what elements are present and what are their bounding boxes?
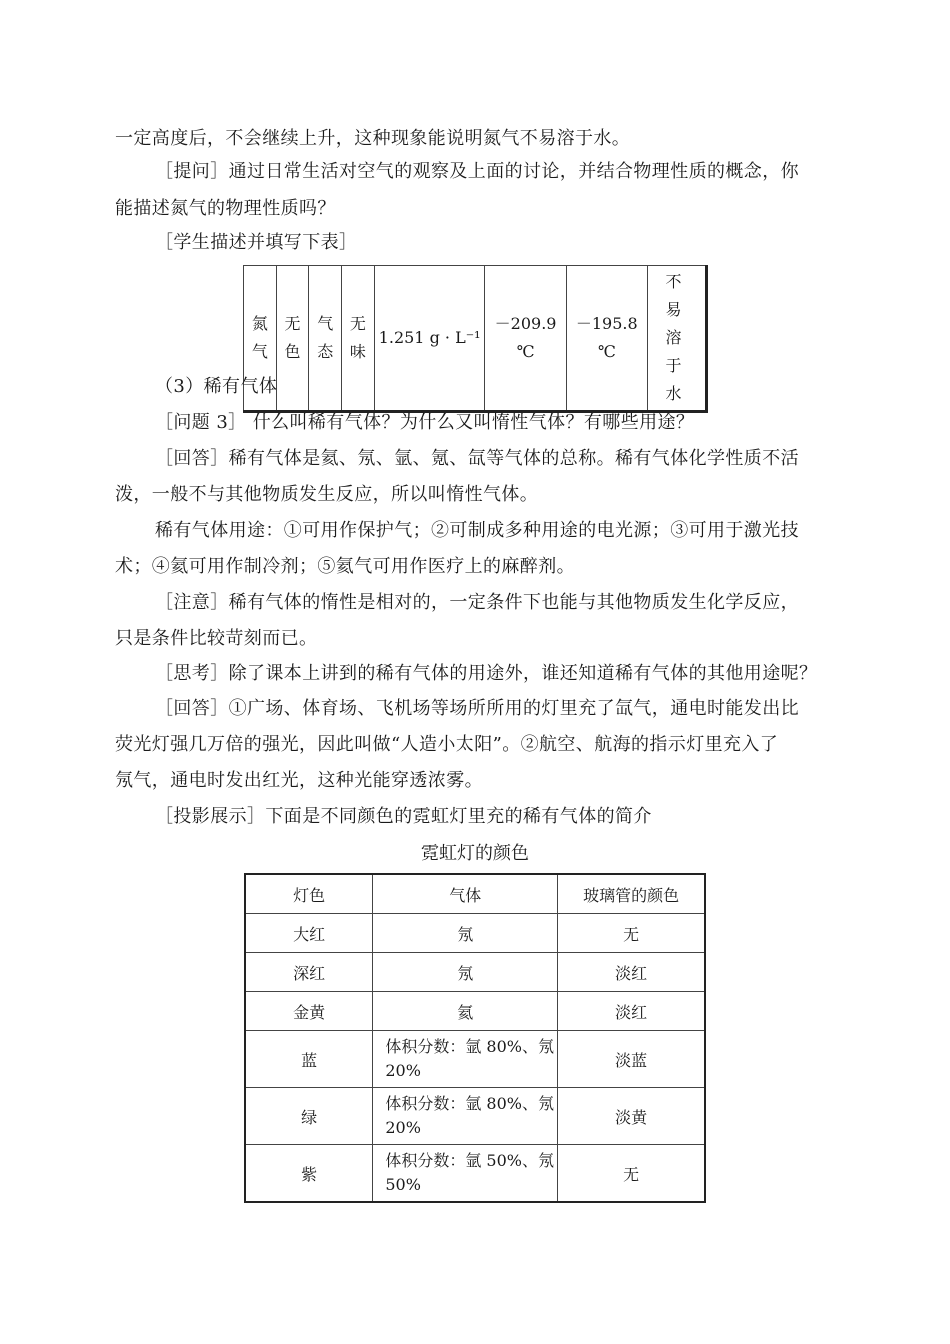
paragraph-line: 荧光灯强几万倍的强光，因此叫做“人造小太阳”。②航空、航海的指示灯里充入了: [115, 734, 779, 755]
table-cell: 氮气: [244, 266, 277, 412]
table-cell: 绿: [245, 1088, 373, 1145]
table-row: [245, 1031, 705, 1088]
paragraph-line: ［注意］稀有气体的惰性是相对的，一定条件下也能与其他物质发生化学反应，: [155, 592, 799, 613]
table-cell: 氖: [373, 914, 558, 953]
paragraph-line: ［问题 3］ 什么叫稀有气体？为什么又叫惰性气体？有哪些用途？: [155, 412, 695, 433]
column-header: 玻璃管的颜色: [558, 874, 705, 914]
table-cell: －209.9 ℃: [485, 266, 566, 412]
table-cell: 大红: [245, 914, 373, 953]
table-cell: 不易溶于水: [647, 266, 706, 412]
table-cell: 淡红: [558, 992, 705, 1031]
table-cell: 体积分数：氩 80%、氖 20%: [373, 1031, 558, 1088]
paragraph-line: 泼，一般不与其他物质发生反应，所以叫惰性气体。: [115, 484, 539, 505]
paragraph-line: 稀有气体用途：①可用作保护气；②可制成多种用途的电光源；③可用于激光技: [155, 520, 799, 541]
paragraph-line: ［学生描述并填写下表］: [155, 232, 358, 253]
table-row: [245, 953, 705, 992]
neon-light-table: [244, 873, 706, 1203]
column-header: 气体: [373, 874, 558, 914]
paragraph-line: ［回答］①广场、体育场、飞机场等场所所用的灯里充了氙气，通电时能发出比: [155, 698, 799, 719]
table-cell: 金黄: [245, 992, 373, 1031]
paragraph-line: 能描述氮气的物理性质吗？: [115, 198, 336, 219]
table-cell: 淡黄: [558, 1088, 705, 1145]
paragraph-line: ［思考］除了课本上讲到的稀有气体的用途外，谁还知道稀有气体的其他用途呢？: [155, 663, 818, 684]
paragraph-line: ［提问］通过日常生活对空气的观察及上面的讨论，并结合物理性质的概念，你: [155, 161, 799, 182]
table-cell: 淡红: [558, 953, 705, 992]
table-cell: 无: [558, 1145, 705, 1203]
table-cell: 深红: [245, 953, 373, 992]
table-cell: 体积分数：氩 50%、氖 50%: [373, 1145, 558, 1203]
table-cell: 氦: [373, 992, 558, 1031]
paragraph-line: 只是条件比较苛刻而已。: [115, 628, 318, 649]
table-cell: 体积分数：氩 80%、氖 20%: [373, 1088, 558, 1145]
table-cell: 氖: [373, 953, 558, 992]
table-cell: 气态: [309, 266, 342, 412]
paragraph-line: 氖气，通电时发出红光，这种光能穿透浓雾。: [115, 770, 483, 791]
table-row: [245, 992, 705, 1031]
table-caption: 霓虹灯的颜色: [421, 843, 529, 864]
table-row: [245, 1088, 705, 1145]
table-cell: 无味: [342, 266, 375, 412]
table-cell: 蓝: [245, 1031, 373, 1088]
paragraph-line: 一定高度后，不会继续上升，这种现象能说明氮气不易溶于水。: [115, 128, 631, 149]
paragraph-line: 术；④氦可用作制冷剂；⑤氦气可用作医疗上的麻醉剂。: [115, 556, 575, 577]
table-header-row: [245, 874, 705, 914]
table-cell: 无: [558, 914, 705, 953]
table-cell: 1.251 g · L⁻¹: [374, 266, 485, 412]
table-cell: 淡蓝: [558, 1031, 705, 1088]
paragraph-line: ［回答］稀有气体是氦、氖、氩、氪、氙等气体的总称。稀有气体化学性质不活: [155, 448, 799, 469]
table-row: [245, 1145, 705, 1203]
section-heading: （3）稀有气体: [155, 376, 278, 397]
table-cell: 紫: [245, 1145, 373, 1203]
table-cell: 无色: [276, 266, 309, 412]
table-row: [245, 914, 705, 953]
paragraph-line: ［投影展示］下面是不同颜色的霓虹灯里充的稀有气体的简介: [155, 806, 652, 827]
column-header: 灯色: [245, 874, 373, 914]
table-cell: －195.8 ℃: [566, 266, 647, 412]
